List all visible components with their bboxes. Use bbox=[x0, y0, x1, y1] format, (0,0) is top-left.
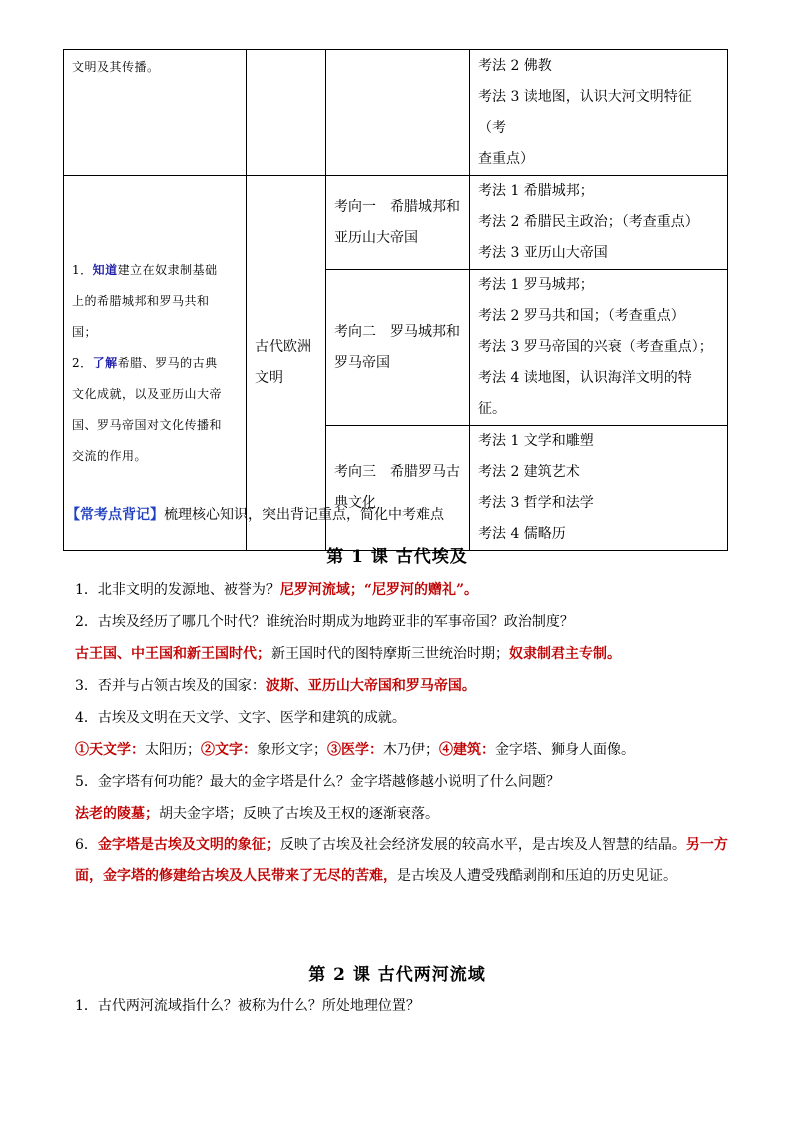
lesson2-title: 第 2 课 古代两河流域 bbox=[308, 965, 486, 985]
question-5: 5．金字塔有何功能？最大的金字塔是什么？金字塔越修越小说明了什么问题？ bbox=[75, 774, 560, 790]
direction-cell bbox=[326, 270, 470, 426]
unit-cell bbox=[247, 50, 326, 176]
question-1: 1．北非文明的发源地、被誉为？尼罗河流域；“尼罗河的赠礼”。 bbox=[75, 582, 479, 598]
direction-line: 考向三 希腊罗马古 bbox=[334, 464, 460, 480]
table-row bbox=[64, 176, 728, 270]
direction-line: 罗马帝国 bbox=[334, 354, 390, 371]
method-item: 考法 2 希腊民主政治；（考查重点） bbox=[478, 214, 699, 230]
method-item: 考法 4 读地图，认识海洋文明的特征。 bbox=[478, 370, 692, 417]
method-item: 考法 1 希腊城邦； bbox=[478, 183, 594, 199]
answer-2: 古王国、中王国和新王国时代；新王国时代的图特摩斯三世统治时期；奴隶制君主专制。 bbox=[75, 646, 621, 662]
answer: 波斯、亚历山大帝国和罗马帝国。 bbox=[265, 678, 476, 694]
direction-cell bbox=[326, 426, 470, 551]
method-item: 考法 2 佛教 bbox=[478, 58, 552, 74]
standard-line: 文化成就，以及亚历山大帝 bbox=[72, 386, 223, 401]
memo-label: 【常考点背记】 bbox=[66, 507, 164, 523]
standard-text: 文明及其传播。 bbox=[72, 60, 160, 74]
keyword-understand: 了解 bbox=[92, 355, 118, 370]
question-2: 2．古埃及经历了哪几个时代？谁统治时期成为地跨亚非的军事帝国？政治制度？ bbox=[75, 614, 574, 630]
methods-cell bbox=[470, 270, 728, 426]
answer: 尼罗河流域；“尼罗河的赠礼”。 bbox=[279, 582, 479, 598]
direction-line: 考向一 希腊城邦和 bbox=[334, 198, 460, 215]
table-row bbox=[64, 50, 728, 176]
method-item: 考法 1 文学和雕塑 bbox=[478, 433, 594, 449]
method-item: 考法 2 建筑艺术 bbox=[478, 464, 580, 480]
direction-cell bbox=[326, 50, 470, 176]
unit-cell bbox=[247, 176, 326, 551]
standard-line: 交流的作用。 bbox=[72, 448, 148, 463]
question-6: 6．金字塔是古埃及文明的象征；反映了古埃及社会经济发展的较高水平，是古埃及人智慧的结晶。另一方 面，金字塔的修建给古埃及人民带来了无尽的苦难，是古埃及人遭受残酷剥削和压迫的历史见证。 bbox=[75, 837, 728, 884]
method-item: 考法 2 罗马共和国；（考查重点） bbox=[478, 308, 685, 324]
unit-line: 文明 bbox=[255, 370, 283, 386]
method-item: 考法 3 哲学和法学 bbox=[478, 495, 594, 511]
standard-line: 2．了解希腊、罗马的古典 bbox=[72, 355, 218, 370]
method-item: 考法 4 儒略历 bbox=[478, 526, 566, 542]
syllabus-table bbox=[63, 49, 728, 551]
standard-cell bbox=[64, 176, 247, 551]
lesson1-title: 第 1 课 古代埃及 bbox=[326, 547, 468, 567]
method-item: 考法 3 罗马帝国的兴衰（考查重点）； bbox=[478, 339, 713, 355]
methods-cell bbox=[470, 176, 728, 270]
unit-line: 古代欧洲 bbox=[255, 339, 311, 355]
method-item: 考法 3 亚历山大帝国 bbox=[478, 245, 608, 261]
method-item: 考法 1 罗马城邦； bbox=[478, 277, 594, 293]
direction-line: 考向二 罗马城邦和 bbox=[334, 323, 460, 340]
question-3: 3．否并与占领古埃及的国家：波斯、亚历山大帝国和罗马帝国。 bbox=[75, 678, 476, 694]
memo-text: 梳理核心知识，突出背记重点，简化中考难点 bbox=[164, 507, 444, 523]
standard-line: 上的希腊城邦和罗马共和 bbox=[72, 293, 210, 308]
answer-5: 法老的陵墓；胡夫金字塔；反映了古埃及王权的逐渐衰落。 bbox=[75, 806, 439, 822]
answer-4: ①天文学：太阳历；②文字：象形文字；③医学：木乃伊；④建筑：金字塔、狮身人面像。 bbox=[75, 742, 635, 758]
direction-cell bbox=[326, 176, 470, 270]
standard-line: 国； bbox=[72, 324, 98, 339]
standard-cell bbox=[64, 50, 247, 176]
question-4: 4．古埃及文明在天文学、文字、医学和建筑的成就。 bbox=[75, 710, 406, 726]
direction-line: 典文化 bbox=[334, 495, 376, 511]
keyword-know: 知道 bbox=[92, 262, 118, 277]
standard-line: 1．知道建立在奴隶制基础 bbox=[72, 262, 218, 277]
method-item: 考法 3 读地图，认识大河文明特征（考 bbox=[478, 89, 692, 136]
methods-cell bbox=[470, 50, 728, 176]
lesson2-question-1: 1．古代两河流域指什么？被称为什么？所处地理位置？ bbox=[75, 998, 420, 1014]
direction-line: 亚历山大帝国 bbox=[334, 229, 418, 246]
methods-cell bbox=[470, 426, 728, 551]
method-item: 查重点） bbox=[478, 151, 534, 167]
memo-line bbox=[66, 505, 726, 525]
standard-line: 国、罗马帝国对文化传播和 bbox=[72, 417, 223, 432]
